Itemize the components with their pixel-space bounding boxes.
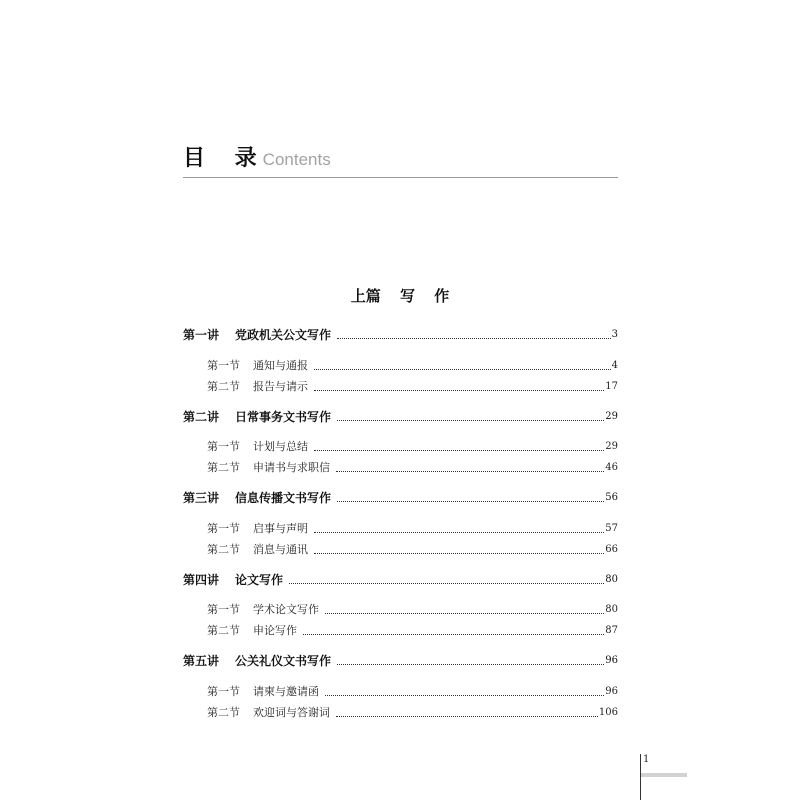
page-ref: 56 <box>605 492 618 503</box>
section-label: 第二节 <box>207 542 240 556</box>
lecture-label: 第四讲 <box>183 572 220 587</box>
toc-title: 目 录 <box>183 146 257 171</box>
section-row <box>183 620 618 641</box>
section-title: 计划与总结 <box>253 440 308 454</box>
footer-bar <box>641 773 687 777</box>
lecture-group <box>183 653 618 723</box>
page-ref: 96 <box>605 685 618 697</box>
toc-list <box>183 327 618 735</box>
dot-leader <box>336 471 604 472</box>
lecture-row <box>183 327 618 343</box>
lecture-label: 第二讲 <box>183 409 220 424</box>
title-rule <box>183 177 618 178</box>
page-ref: 66 <box>605 543 618 555</box>
lecture-title: 公关礼仪文书写作 <box>235 654 332 668</box>
page-number: 1 <box>643 754 650 765</box>
lecture-group <box>183 490 618 560</box>
dot-leader <box>337 501 604 502</box>
dot-leader <box>314 390 604 391</box>
section-row <box>183 355 618 376</box>
dot-leader <box>314 532 604 533</box>
lecture-title: 日常事务文书写作 <box>235 409 332 424</box>
part-heading: 上篇 写 作 <box>350 287 450 305</box>
lecture-title: 信息传播文书写作 <box>235 491 332 505</box>
section-row <box>183 518 618 539</box>
dot-leader <box>314 369 611 370</box>
lecture-row <box>183 490 618 506</box>
section-title: 请柬与邀请函 <box>253 684 319 698</box>
page-ref: 80 <box>605 573 618 585</box>
section-title: 申请书与求职信 <box>253 461 330 475</box>
lecture-title: 论文写作 <box>235 572 284 587</box>
dot-leader <box>325 613 604 614</box>
section-title: 学术论文写作 <box>253 603 319 617</box>
lecture-title: 党政机关公文写作 <box>235 328 332 342</box>
section-label: 第一节 <box>207 603 240 617</box>
section-label: 第一节 <box>207 358 240 372</box>
section-label: 第二节 <box>207 705 240 719</box>
lecture-row <box>183 572 618 588</box>
page-ref: 29 <box>605 410 618 422</box>
dot-leader <box>314 553 604 554</box>
page-ref: 46 <box>605 462 618 474</box>
page-ref: 4 <box>611 359 618 371</box>
lecture-label: 第一讲 <box>183 328 220 342</box>
section-title: 申论写作 <box>253 624 297 638</box>
lecture-label: 第五讲 <box>183 654 220 668</box>
lecture-row <box>183 409 618 425</box>
dot-leader <box>337 664 604 665</box>
lecture-group <box>183 409 618 479</box>
section-title: 启事与声明 <box>253 521 308 535</box>
section-row <box>183 702 618 723</box>
section-title: 消息与通讯 <box>253 542 308 556</box>
section-title: 通知与通报 <box>253 358 308 372</box>
section-row <box>183 681 618 702</box>
footer-rule <box>640 754 641 800</box>
section-row <box>183 376 618 397</box>
page-ref: 3 <box>611 329 618 340</box>
section-title: 欢迎词与答谢词 <box>253 705 330 719</box>
section-label: 第一节 <box>207 440 240 454</box>
page-ref: 80 <box>605 604 618 616</box>
section-row <box>183 539 618 560</box>
dot-leader <box>325 695 604 696</box>
lecture-label: 第三讲 <box>183 491 220 505</box>
lecture-group <box>183 327 618 397</box>
dot-leader <box>337 420 604 421</box>
lecture-row <box>183 653 618 669</box>
page-ref: 29 <box>605 441 618 453</box>
toc-title-sub: Contents <box>262 150 331 169</box>
section-label: 第一节 <box>207 684 240 698</box>
section-label: 第一节 <box>207 521 240 535</box>
page-ref: 87 <box>605 625 618 637</box>
dot-leader <box>303 634 604 635</box>
page-ref: 57 <box>605 522 618 534</box>
section-label: 第二节 <box>207 379 240 393</box>
section-label: 第二节 <box>207 461 240 475</box>
page-ref: 17 <box>605 380 618 392</box>
page-ref: 96 <box>605 655 618 666</box>
section-label: 第二节 <box>207 624 240 638</box>
dot-leader <box>337 338 611 339</box>
page-ref: 106 <box>598 706 618 718</box>
section-title: 报告与请示 <box>253 379 308 393</box>
section-row <box>183 599 618 620</box>
dot-leader <box>336 716 598 717</box>
toc-heading <box>183 146 331 173</box>
section-row <box>183 457 618 478</box>
dot-leader <box>314 450 604 451</box>
section-row <box>183 436 618 457</box>
lecture-group <box>183 572 618 642</box>
dot-leader <box>289 583 604 584</box>
